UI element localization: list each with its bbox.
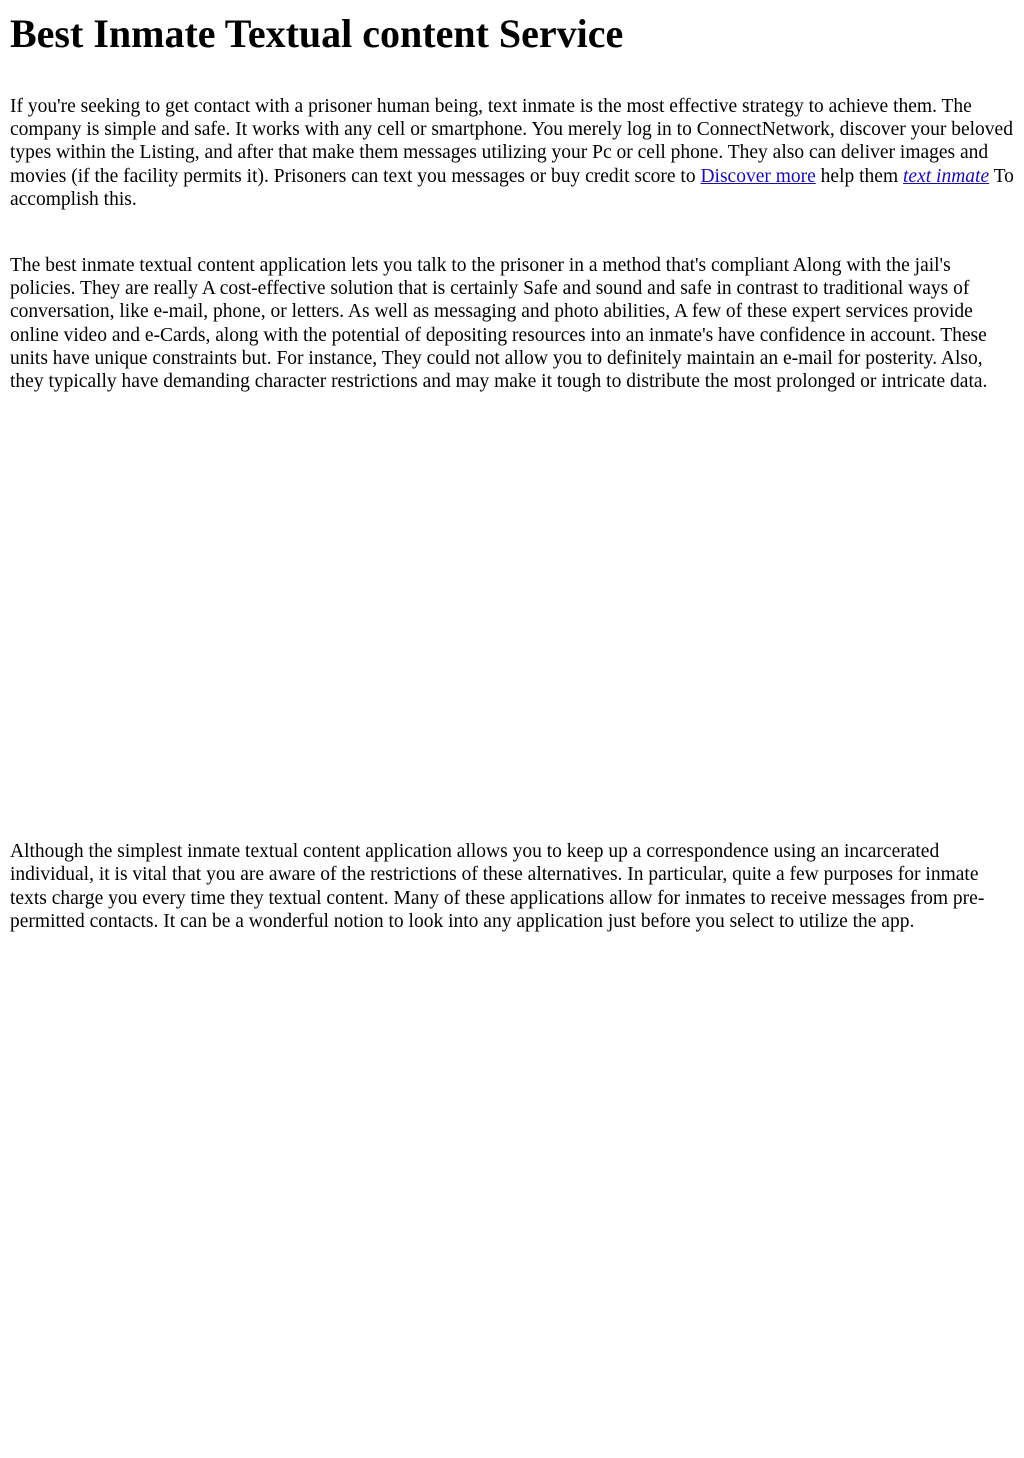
paragraph-restrictions: Although the simplest inmate textual content application allows you to keep up a correspondence using an incarcerated individual, it is vital that you are aware of the restrictions of these alternatives. In particular, quite a few purposes for inmate texts charge you every time they textual content. Many of these applications allow for inmates to receive messages from pre-permitted contacts. It can be a wonderful notion to look into any application just before you select to utilize the app. xyxy=(10,841,985,932)
article xyxy=(0,10,1024,933)
text-inmate-link[interactable]: text inmate xyxy=(903,165,990,187)
paragraph-intro-text-3: To accomplish this. xyxy=(10,165,1014,210)
paragraph-best-app: The best inmate textual content application lets you talk to the prisoner in a method that's compliant Along with the jail's policies. They are really A cost-effective solution that is certainly Safe and sound and safe in contrast to traditional ways of conversation, like e-mail, phone, or letters. As well as messaging and photo abilities, A few of these expert services provide online video and e-Cards, along with the potential of depositing resources into an inmate's have confidence in account. These units have unique constraints but. For instance, They could not allow you to definitely maintain an e-mail for posterity. Also, they typically have demanding character restrictions and may make it tough to distribute the most prolonged or intricate data. xyxy=(10,255,988,393)
paragraph-intro-text-2: help them xyxy=(815,165,903,187)
discover-more-link[interactable]: Discover more xyxy=(700,165,816,187)
paragraph-intro-text-1: If you're seeking to get contact with a prisoner human being, text inmate is the most effective strategy to achieve them. The company is simple and safe. It works with any cell or smartphone. You merely log in to ConnectNetwork, discover your beloved types within the Listing, and after that make them messages utilizing your Pc or cell phone. They also can deliver images and movies (if the facility permits it). Prisoners can text you messages or buy credit score to xyxy=(10,96,1013,187)
page-title: Best Inmate Textual content Service xyxy=(10,11,624,56)
paragraph-intro xyxy=(10,95,1014,211)
